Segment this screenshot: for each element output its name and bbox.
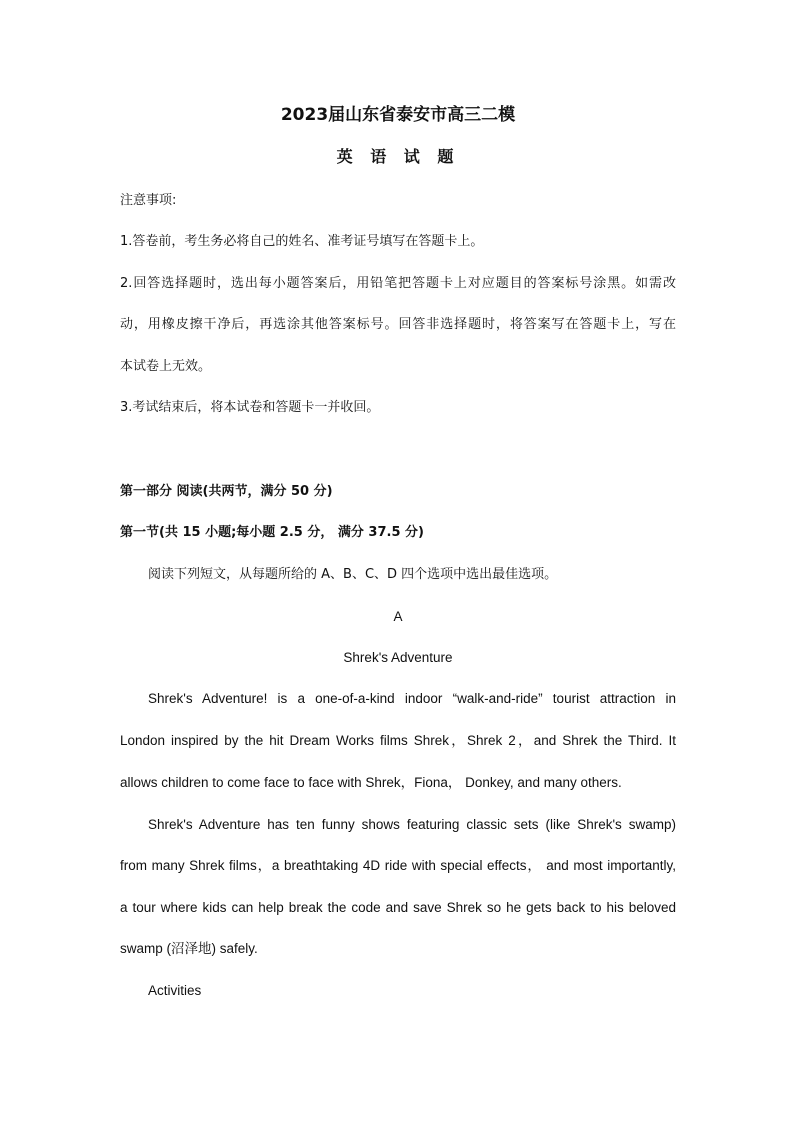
notice-item-2-end: 本试卷上无效。 (120, 359, 212, 374)
part-heading: 第一部分 阅读(共两节，满分 50 分) (120, 484, 333, 499)
passage-line-1: Shrek's Adventure! is a one-of-a-kind indoor “walk-and-ride” tourist attraction in (148, 691, 676, 706)
passage-line-2: London inspired by the hit Dream Works films Shrek，Shrek 2，and Shrek the Third. It (120, 733, 676, 748)
notice-item-2-cont: 动，用橡皮擦干净后，再选涂其他答案标号。回答非选择题时，将答案写在答题卡上，写在 (120, 317, 676, 332)
passage-title: Shrek's Adventure (343, 650, 453, 665)
passage-line-3: allows children to come face to face with Shrek，Fiona， Donkey, and many others. (120, 775, 622, 790)
passage-label: A (393, 609, 403, 624)
activities-heading: Activities (148, 983, 202, 998)
passage-line-7: swamp (沼泽地) safely. (120, 941, 258, 956)
notice-item-3: 3.考试结束后，将本试卷和答题卡一并收回。 (120, 400, 380, 415)
notice-item-1: 1.答卷前，考生务必将自己的姓名、准考证号填写在答题卡上。 (120, 234, 484, 249)
notice-item-2: 2.回答选择题时，选出每小题答案后，用铅笔把答题卡上对应题目的答案标号涂黑。如需改 (120, 276, 676, 291)
notice-heading: 注意事项: (120, 193, 177, 208)
passage-line-6: a tour where kids can help break the code and save Shrek so he gets back to his beloved (120, 900, 676, 915)
page-title: 2023届山东省泰安市高三二模 (280, 105, 516, 125)
instruction: 阅读下列短文，从每题所给的 A、B、C、D 四个选项中选出最佳选项。 (148, 567, 558, 582)
passage-line-5: from many Shrek films，a breathtaking 4D ride with special effects， and most importantly, (120, 858, 676, 873)
section-heading: 第一节(共 15 小题;每小题 2.5 分， 满分 37.5 分) (120, 525, 424, 540)
passage-line-4: Shrek's Adventure has ten funny shows featuring classic sets (like Shrek's swamp) (148, 817, 676, 832)
page-subtitle: 英 语 试 题 (336, 147, 460, 166)
